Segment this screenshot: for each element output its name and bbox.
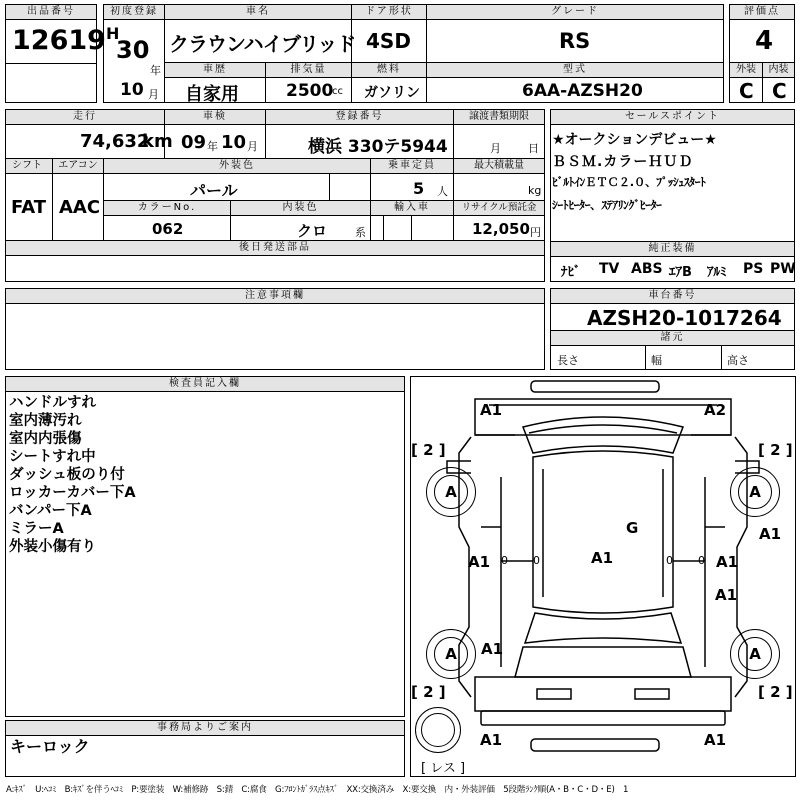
recycle-header: リサイクル預託金 xyxy=(453,200,545,216)
capacity-unit: 人 xyxy=(437,185,448,198)
inspection-year-unit: 年 xyxy=(207,140,218,153)
equip-airbag: ｴｱB xyxy=(669,265,692,280)
score: 4 xyxy=(755,26,774,56)
door-type: 4SD xyxy=(366,29,411,53)
roof-glass-damage: G xyxy=(626,519,639,537)
left-door-damage: A1 xyxy=(468,553,491,571)
parts-header: 後日発送部品 xyxy=(5,240,545,256)
caution-cell xyxy=(5,303,545,370)
door-header: ドア形状 xyxy=(351,4,427,20)
plate-cell xyxy=(265,124,454,159)
right-fender-damage: A1 xyxy=(759,525,782,543)
lot-number: 12619 xyxy=(12,25,106,56)
height-label: 高さ xyxy=(727,354,749,367)
grade-cell xyxy=(426,19,724,63)
import-cell xyxy=(370,215,454,241)
sales-point-3: ﾋﾞﾙﾄｲﾝＥＴＣ２.０、ﾌﾟｯｼｭｽﾀｰﾄ xyxy=(552,175,706,189)
plate-number: 横浜 330テ5944 xyxy=(308,137,448,157)
first-reg-header: 初度登録 xyxy=(103,4,165,20)
equipment-cell xyxy=(550,256,795,282)
interior-color-header: 内装色 xyxy=(230,200,371,216)
legend: A:ｷｽﾞ U:ﾍｺﾐ B:ｷｽﾞを伴うﾍｺﾐ P:要塗装 W:補修跡 S:錆 C:腐食 G:ﾌﾛﾝﾄｶﾞﾗｽ点ｷｽﾞ XX:交換済み X:要交換 内・外装評価 5段階ﾗﾝｸ順(A・B・C・D・E) 1 xyxy=(6,785,629,795)
bracket-front-right: [ 2 ] xyxy=(758,441,793,459)
office-cell xyxy=(5,735,405,777)
first-reg-cell xyxy=(103,19,165,103)
spec-header: 諸元 xyxy=(550,330,795,346)
model-cell xyxy=(426,77,724,103)
spec-cell xyxy=(550,345,795,370)
zero-mark: 0 xyxy=(698,554,705,567)
mileage-cell xyxy=(5,124,173,159)
sales-point-4: ｼｰﾄﾋｰﾀｰ、ｽﾃｱﾘﾝｸﾞﾋｰﾀｰ xyxy=(552,198,662,212)
roof-damage: A1 xyxy=(591,549,614,567)
car-name-header: 車名 xyxy=(164,4,352,20)
wheel-front-left xyxy=(426,467,476,517)
office-note: キーロック xyxy=(10,737,90,756)
wheel-front-left-damage: A xyxy=(445,483,457,501)
equip-navi: ﾅﾋﾞ xyxy=(561,265,581,280)
reg-year: 30 xyxy=(116,36,150,64)
spare-tire xyxy=(415,707,461,753)
bracket-rear-left: [ 2 ] xyxy=(411,683,446,701)
inspector-note: 室内薄汚れ xyxy=(9,413,82,429)
inspector-note: 室内内張傷 xyxy=(9,431,82,447)
inspection-year: 09 xyxy=(181,132,207,153)
inspector-header: 検査員記入欄 xyxy=(5,376,405,392)
exterior-grade-header: 外装 xyxy=(729,62,763,78)
transfer-month-unit: 月 xyxy=(490,142,501,155)
score-header: 評価点 xyxy=(729,4,795,20)
inspector-note: ダッシュ板のり付 xyxy=(9,467,125,483)
import-divider-2 xyxy=(411,216,412,241)
wheel-front-right xyxy=(730,467,780,517)
color-no-cell xyxy=(103,215,231,241)
sales-point-2: ＢＳＭ.カラーＨＵＤ xyxy=(552,154,694,170)
rear-right-damage: A1 xyxy=(704,731,727,749)
car-diagram-outline xyxy=(411,377,795,776)
equip-alloy: ｱﾙﾐ xyxy=(707,265,727,280)
year-unit: 年 xyxy=(150,64,161,77)
month-unit: 月 xyxy=(148,88,159,101)
lot-blank-cell xyxy=(5,63,97,103)
chassis-number: AZSH20-1017264 xyxy=(587,306,782,330)
wheel-rear-left-damage: A xyxy=(445,645,457,663)
recycle-amount: 12,050 xyxy=(472,220,530,238)
zero-mark: 0 xyxy=(501,554,508,567)
spec-divider-2 xyxy=(721,346,722,370)
capacity-header: 乗車定員 xyxy=(370,158,454,174)
inspector-note: バンパー下A xyxy=(9,503,92,519)
color-no-header: カラーNo. xyxy=(103,200,231,216)
wheel-rear-right-damage: A xyxy=(749,645,761,663)
color-header: 外装色 xyxy=(103,158,371,174)
score-cell xyxy=(729,19,795,63)
model-header: 型式 xyxy=(426,62,724,78)
car-name: クラウンハイブリッド xyxy=(169,32,356,56)
plate-header: 登録番号 xyxy=(265,109,454,125)
mileage-header: 走行 xyxy=(5,109,165,125)
mileage: 74,632 xyxy=(80,131,150,152)
transfer-deadline-cell xyxy=(453,124,545,159)
interior-color-unit: 系 xyxy=(355,226,366,239)
ac: AAC xyxy=(59,197,101,218)
rear-left-damage: A1 xyxy=(480,731,503,749)
equip-pw: PW xyxy=(770,261,796,277)
shift-cell xyxy=(5,173,53,241)
length-label: 長さ xyxy=(557,354,579,367)
lot-number-cell xyxy=(5,19,106,64)
office-header: 事務局よりご案内 xyxy=(5,720,405,736)
sales-points-header: セールスポイント xyxy=(550,109,795,125)
displacement: 2500 xyxy=(286,81,334,101)
wheel-rear-left xyxy=(426,629,476,679)
max-load-header: 最大積載量 xyxy=(453,158,545,174)
sales-point-1: ★オークションデビュー★ xyxy=(552,132,717,148)
sales-points-cell xyxy=(550,124,795,242)
max-load-unit: kg xyxy=(528,184,542,197)
left-quarter-damage: A1 xyxy=(481,640,504,658)
inspector-note: 外装小傷有り xyxy=(9,539,96,555)
door-cell xyxy=(351,19,427,63)
interior-color: クロ xyxy=(297,222,328,240)
color-divider xyxy=(329,174,330,201)
color-cell xyxy=(103,173,371,201)
grade: RS xyxy=(559,29,591,53)
ac-cell xyxy=(52,173,104,241)
shift: FAT xyxy=(11,197,47,218)
bracket-rear-right: [ 2 ] xyxy=(758,683,793,701)
displacement-unit: cc xyxy=(332,86,343,97)
chassis-header: 車台番号 xyxy=(550,288,795,304)
max-load-cell xyxy=(453,173,545,201)
car-diagram-frame xyxy=(410,376,796,777)
zero-mark: 0 xyxy=(666,554,673,567)
inspector-note: ハンドルすれ xyxy=(9,395,96,411)
era-letter: H xyxy=(106,24,120,43)
import-divider xyxy=(383,216,384,241)
equip-abs: ABS xyxy=(631,261,663,277)
reg-month: 10 xyxy=(120,80,144,100)
grade-header: グレード xyxy=(426,4,724,20)
fuel: ガソリン xyxy=(364,85,420,101)
color-no: 062 xyxy=(152,220,184,238)
inspection-month-unit: 月 xyxy=(247,140,258,153)
parts-cell xyxy=(5,255,545,282)
inspector-cell xyxy=(5,391,405,717)
model-code: 6AA-AZSH20 xyxy=(522,81,643,101)
history-cell xyxy=(164,77,266,103)
capacity-cell xyxy=(370,173,454,201)
displacement-header: 排気量 xyxy=(265,62,352,78)
spare-tire-label: [ レス ] xyxy=(421,761,466,776)
spec-divider-1 xyxy=(645,346,646,370)
zero-mark: 0 xyxy=(533,554,540,567)
wheel-rear-right xyxy=(730,629,780,679)
front-right-damage: A2 xyxy=(704,401,727,419)
width-label: 幅 xyxy=(651,354,662,367)
lot-number-header: 出品番号 xyxy=(5,4,97,20)
shift-header: シフト xyxy=(5,158,53,174)
bracket-front-left: [ 2 ] xyxy=(411,441,446,459)
right-rear-door-damage: A1 xyxy=(715,586,738,604)
wheel-front-right-damage: A xyxy=(749,483,761,501)
inspection-header: 車検 xyxy=(164,109,266,125)
car-name-cell xyxy=(164,19,356,63)
exterior-grade: C xyxy=(739,79,754,103)
equipment-header: 純正装備 xyxy=(550,241,795,257)
displacement-cell xyxy=(265,77,352,103)
transfer-deadline-header: 譲渡書類期限 xyxy=(453,109,545,125)
inspection-cell xyxy=(164,124,266,159)
history-header: 車歴 xyxy=(164,62,266,78)
ac-header: エアコン xyxy=(52,158,104,174)
fuel-cell xyxy=(351,77,427,103)
mileage-unit: km xyxy=(142,131,173,152)
fuel-header: 燃料 xyxy=(351,62,427,78)
front-left-damage: A1 xyxy=(480,401,503,419)
equip-ps: PS xyxy=(743,261,764,277)
equip-tv: TV xyxy=(599,261,620,277)
interior-grade-header: 内装 xyxy=(762,62,795,78)
right-door-damage: A1 xyxy=(716,553,739,571)
caution-header: 注意事項欄 xyxy=(5,288,545,304)
history: 自家用 xyxy=(185,84,239,105)
import-header: 輸入車 xyxy=(370,200,454,216)
interior-grade-cell xyxy=(762,77,795,103)
recycle-unit: 円 xyxy=(530,226,541,239)
inspector-note: ミラーA xyxy=(9,521,64,537)
color: パール xyxy=(190,181,238,200)
inspector-note: ロッカーカバー下A xyxy=(9,485,136,501)
inspector-note: シートすれ中 xyxy=(9,449,96,465)
inspection-month: 10 xyxy=(221,132,247,153)
interior-color-cell xyxy=(230,215,371,241)
capacity: 5 xyxy=(413,179,425,198)
interior-grade: C xyxy=(772,79,787,103)
transfer-day-unit: 日 xyxy=(528,142,539,155)
chassis-cell xyxy=(550,303,795,331)
recycle-cell xyxy=(453,215,545,241)
exterior-grade-cell xyxy=(729,77,763,103)
